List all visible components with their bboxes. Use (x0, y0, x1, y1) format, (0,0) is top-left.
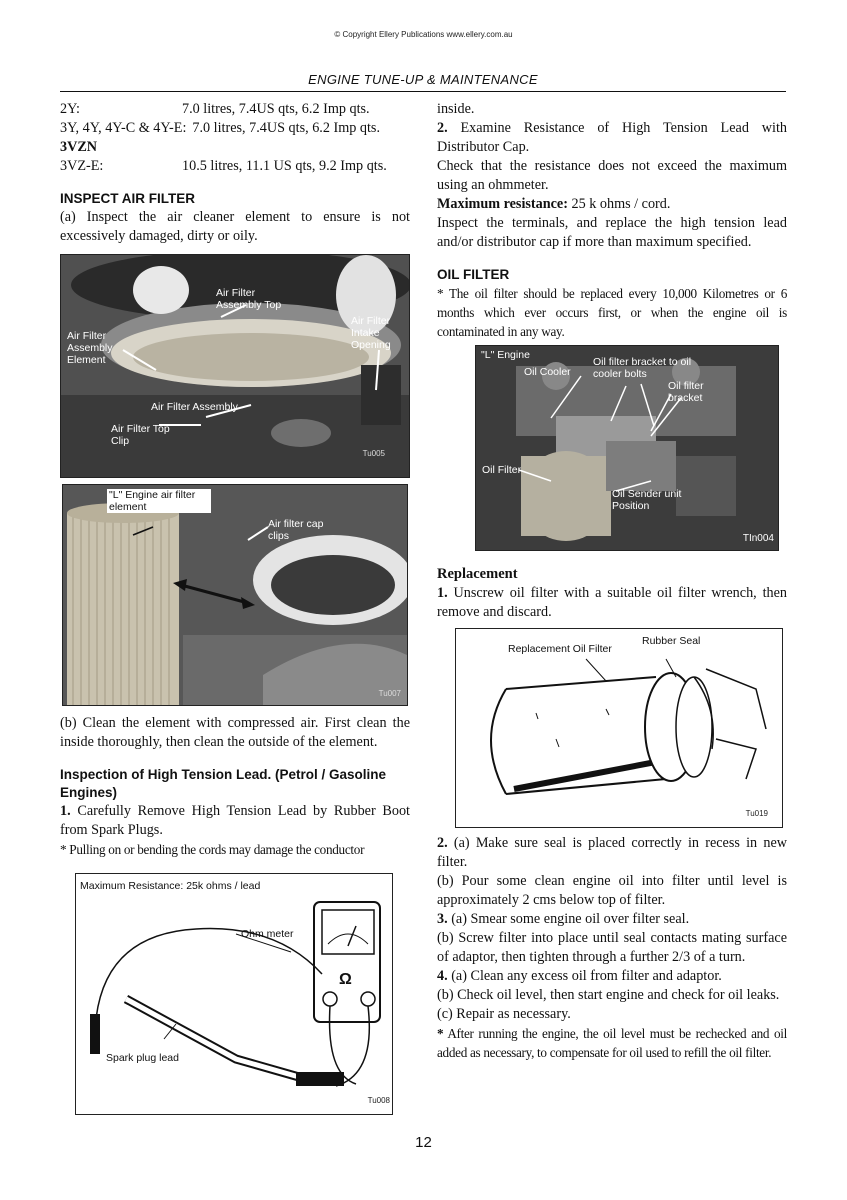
label-assembly-top: Air Filter Assembly Top (216, 287, 282, 311)
clean-step-b: (b) Clean the element with compressed air. First clean the inside thoroughly, then clean the outside of the element. (60, 715, 410, 750)
header-rule (60, 91, 786, 92)
right-column (437, 100, 787, 1062)
label-bracket-bolts: Oil filter bracket to oil cooler bolts (593, 356, 692, 380)
replacement-step-3a (437, 910, 787, 929)
step-number: 2. (437, 120, 448, 136)
label-rubber-seal: Rubber Seal (642, 635, 701, 647)
ohm-meter-diagram (75, 873, 393, 1115)
spec-value: 7.0 litres, 7.4US qts, 6.2 Imp qts. (182, 101, 370, 117)
replacement-step-2b: (b) Pour some clean engine oil into filter until level is approximately 2 cms below top of filter. (437, 873, 787, 908)
oil-filter-drawing (456, 629, 782, 827)
label-l-engine: "L" Engine (481, 349, 530, 361)
spec-model: 2Y: (60, 101, 80, 117)
replacement-step-2a (437, 834, 787, 872)
ohm-meter-drawing (76, 874, 392, 1114)
figure-code: Tu005 (362, 449, 385, 458)
label-sender-position: Oil Sender unit Position (612, 488, 682, 512)
air-filter-heading: INSPECT AIR FILTER (60, 191, 195, 206)
label-oil-filter: Oil Filter (482, 464, 522, 476)
step-text: Unscrew oil filter with a suitable oil filter wrench, then remove and discard. (437, 585, 787, 620)
air-filter-step-a: (a) Inspect the air cleaner element to ensure is not excessively damaged, dirty or oily. (60, 209, 410, 244)
figure-code: Tu019 (745, 809, 768, 818)
oil-filter-heading: OIL FILTER (437, 267, 510, 282)
label-filter-element: "L" Engine air filter element (107, 489, 211, 513)
label-intake-opening: Air Filter Intake Opening (351, 315, 391, 351)
omega-symbol: Ω (339, 971, 352, 988)
replacement-heading: Replacement (437, 566, 518, 582)
spec-value: 7.0 litres, 7.4US qts, 6.2 Imp qts. (192, 120, 380, 136)
label-cap-clips: Air filter cap clips (268, 518, 324, 542)
label-assembly: Air Filter Assembly (151, 401, 238, 413)
oil-filter-note: * The oil filter should be replaced every 10,000 Kilometres or 6 months which ever occurs first, or when the engine oil is contaminated in any way. (437, 286, 787, 339)
label-assembly-element: Air Filter Assembly Element (67, 330, 113, 366)
label-top-clip: Air Filter Top Clip (111, 423, 170, 447)
label-filter-bracket: Oil filter bracket (668, 380, 704, 404)
copyright-notice: © Copyright Ellery Publications www.ellery.com.au (334, 30, 513, 39)
ht-step-1 (60, 802, 410, 840)
label-spark-lead: Spark plug lead (106, 1052, 179, 1064)
air-filter-assembly-photo (60, 254, 410, 478)
max-value: 25 k ohms / cord. (567, 196, 671, 212)
label-replacement-filter: Replacement Oil Filter (508, 643, 612, 655)
replacement-oil-filter-diagram (455, 628, 783, 828)
note-text: After running the engine, the oil level must be rechecked and oil added as necessary, to compensate for oil used to refill the oil filter. (437, 1026, 787, 1060)
label-ohm-meter: Ohm meter (241, 928, 294, 940)
spec-row-2y (60, 100, 410, 119)
step-text: (a) Smear some engine oil over filter seal. (447, 911, 690, 927)
replacement-step-1 (437, 584, 787, 622)
spec-row-3vz-e (60, 157, 410, 176)
step-number: 4. (437, 968, 448, 984)
ht-lead-heading: Inspection of High Tension Lead. (Petrol / Gasoline Engines) (60, 767, 387, 800)
replacement-step-4a (437, 967, 787, 986)
ht-step-2 (437, 119, 787, 157)
spec-row-3y-4y (60, 119, 410, 138)
figure-code: Tu008 (367, 1096, 390, 1105)
step-number: 2. (437, 835, 448, 851)
figure-caption: Maximum Resistance: 25k ohms / lead (80, 880, 261, 892)
step-text: Examine Resistance of High Tension Lead with Distributor Cap. (437, 120, 787, 155)
after-running-note (437, 1024, 787, 1062)
step-text: (a) Make sure seal is placed correctly in recess in new filter. (437, 835, 787, 870)
step-text: Carefully Remove High Tension Lead by Rubber Boot from Spark Plugs. (60, 803, 410, 838)
inspect-terminals: Inspect the terminals, and replace the high tension lead and/or distributor cap if more than maximum specified. (437, 215, 787, 250)
check-resistance: Check that the resistance does not exceed the maximum using an ohmmeter. (437, 158, 787, 193)
spec-model: 3VZ-E: (60, 158, 104, 174)
page-number: 12 (415, 1134, 432, 1151)
running-head: ENGINE TUNE-UP & MAINTENANCE (308, 72, 538, 87)
spec-row-3vzn (60, 138, 410, 157)
ht-note: * Pulling on or bending the cords may damage the conductor (60, 842, 365, 857)
step-text: (a) Clean any excess oil from filter and adaptor. (447, 968, 722, 984)
spec-model: 3VZN (60, 139, 98, 155)
max-resistance (437, 195, 787, 214)
step-number: 3. (437, 911, 448, 927)
air-filter-element-photo (62, 484, 408, 706)
label-oil-cooler: Oil Cooler (524, 366, 571, 378)
figure-code: Tu007 (378, 689, 401, 698)
replacement-step-3b: (b) Screw filter into place until seal contacts mating surface of adaptor, then tighten through a further 2/3 of a turn. (437, 930, 787, 965)
note-star: * (437, 1026, 444, 1041)
max-label: Maximum resistance: (437, 196, 568, 212)
spec-value: 10.5 litres, 11.1 US qts, 9.2 Imp qts. (182, 158, 387, 174)
spec-model: 3Y, 4Y, 4Y-C & 4Y-E: (60, 120, 187, 136)
inside-text: inside. (437, 101, 475, 117)
replacement-step-4b: (b) Check oil level, then start engine and check for oil leaks. (437, 987, 780, 1003)
left-column (60, 100, 410, 1115)
step-number: 1. (437, 585, 448, 601)
step-number: 1. (60, 803, 71, 819)
figure-code: TIn004 (742, 533, 774, 544)
replacement-step-4c: (c) Repair as necessary. (437, 1006, 571, 1022)
oil-filter-engine-photo (475, 345, 779, 551)
air-filter-element-drawing (63, 485, 407, 705)
